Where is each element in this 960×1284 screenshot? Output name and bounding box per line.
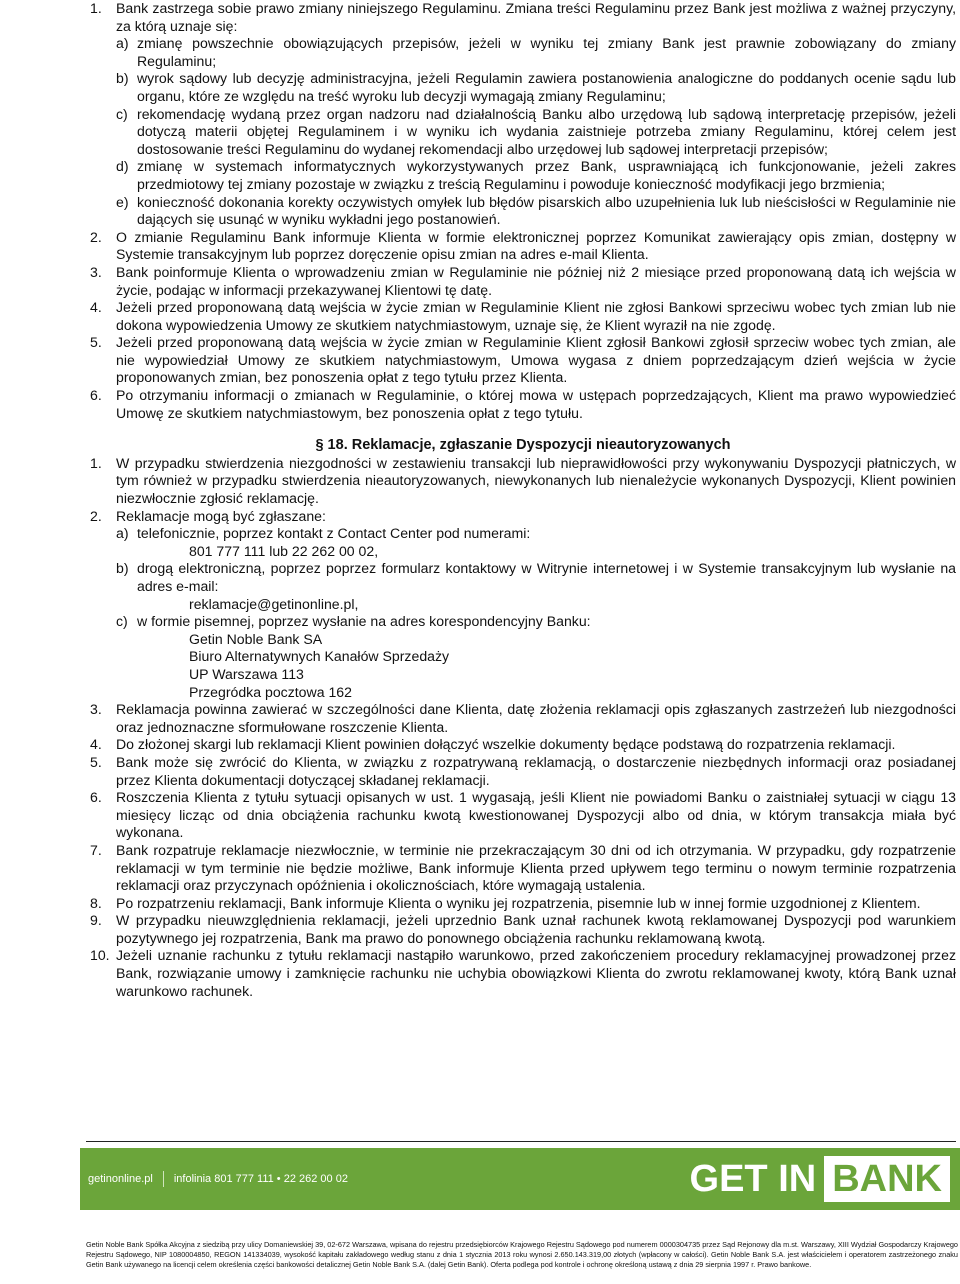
sub-item [116, 194, 956, 229]
item-number: 3. [90, 701, 102, 718]
section-title: § 18. Reklamacje, zgłaszanie Dyspozycji nieautoryzowanych [315, 437, 731, 454]
address-line: Przegródka pocztowa 162 [189, 683, 352, 700]
sub-item-letter: a) [116, 35, 129, 52]
item-text: Bank zastrzega sobie prawo zmiany niniejszego Regulaminu. Zmiana treści Regulaminu przez Bank jest możliwa z ważnej przyczyny, za którą uznaje się: [116, 0, 956, 34]
item-text: O zmianie Regulaminu Bank informuje Klienta w formie elektronicznej poprzez Komunikat zawierający opis zmian, dostępny w Systemie transakcyjnym lub poprzez doręczenie opisu zmian na adres e-mail Klienta. [116, 228, 956, 263]
item-text: Jeżeli uznanie rachunku z tytułu reklamacji nastąpiło warunkowo, przed zakończeniem procedury reklamacyjnej prowadzonej przez Bank, rozwiązanie umowy i zamknięcie rachunku nie uchybia obowiązkowi Klienta do zwrotu reklamowanej kwoty, którą Bank uznał warunkowo rachunek. [116, 947, 956, 999]
list-item [90, 455, 956, 508]
sub-item [116, 613, 956, 701]
address-line: Biuro Alternatywnych Kanałów Sprzedaży [189, 648, 450, 665]
legal-notice: Getin Noble Bank Spółka Akcyjna z siedzibą przy ulicy Domaniewskiej 39, 02-672 Warszawa, wpisana do rejestru przedsiębiorców Krajowego Rejestru Sądowego pod numerem 0000304735 przez Sąd Rejonowy dla m.st. Warszawy, XIII Wydział Gospodarczy Krajowego Rejestru Sądowego, NIP 1080004850, REGON 141334039, wysokość kapitału zakładowego według stanu z dnia 1 stycznia 2013 roku wynosi 2.650.143.319,00 złotych (wpłacony w całości). Getin Noble Bank S.A. jest właścicielem i operatorem zastrzeżonego znaku Getin Bank używanego na licencji celem określenia części bankowości detalicznej Getin Noble Bank S.A. (dalej Getin Bank). Oferta podlega pod kontrole i ochronę określoną ustawą z dnia 29 sierpnia 1997 r. Prawo bankowe. [86, 1240, 958, 1269]
item-number: 5. [90, 753, 102, 770]
item-text: Bank rozpatruje reklamacje niezwłocznie, w terminie nie przekraczającym 30 dni od ich otrzymania. W przypadku, gdy rozpatrzenie reklamacji w tym terminie nie będzie możliwe, Bank informuje Klienta przed upływem tego terminu o nowym terminie rozpatrzenia reklamacji oraz przyczynach opóźnienia i okolicznościach, które wymagają ustalenia. [116, 841, 956, 894]
sub-item-letter: e) [116, 193, 129, 210]
item-text: Reklamacje mogą być zgłaszane: [116, 507, 326, 524]
item-number: 1. [90, 0, 102, 16]
list-item [90, 789, 956, 842]
sub-item-text: konieczność dokonania korekty oczywistych omyłek lub błędów pisarskich albo uzupełnienia luk lub nieścisłości w Regulaminie nie dających się usunąć w wyniku wykładni jego postanowień. [137, 193, 956, 228]
list-item [90, 0, 956, 35]
logo-text-left: GET IN [689, 1157, 817, 1200]
sub-item-text: zmianę powszechnie obowiązujących przepisów, jeżeli w wyniku tej zmiany Bank jest prawnie zobowiązany do zmiany Regulaminu; [137, 35, 956, 69]
footer-website-link[interactable]: getinonline.pl [88, 1173, 153, 1185]
sub-item-letter: c) [116, 613, 128, 630]
footer-bar [80, 1148, 960, 1210]
sub-item-letter: b) [116, 560, 129, 577]
sub-item-text: telefonicznie, poprzez kontakt z Contact Center pod numerami: [137, 525, 531, 542]
address-line: Getin Noble Bank SA [189, 630, 323, 647]
item-text: W przypadku stwierdzenia niezgodności w zestawieniu transakcji lub nieprawidłowości przy wykonywaniu Dyspozycji płatniczych, w tym również w przypadku stwierdzenia nieautoryzowanych, niewykonanych lub nienależycie wykonanych Dyspozycji, Klient powinien niezwłocznie zgłosić reklamację. [116, 454, 956, 507]
item-number: 8. [90, 894, 102, 911]
item-text: Do złożonej skargi lub reklamacji Klient powinien dołączyć wszelkie dokumenty będące podstawą do rozpatrzenia reklamacji. [116, 736, 896, 753]
logo-text-right: BANK [824, 1156, 950, 1202]
item-text: Bank może się zwrócić do Klienta, w związku z rozpatrywaną reklamacją, o dostarczenie niezbędnych informacji oraz posiadanej przez Klienta dokumentacji dotyczącej składanej reklamacji. [116, 753, 956, 788]
item-text: Roszczenia Klienta z tytułu sytuacji opisanych w ust. 1 wygasają, jeśli Klient nie powiadomi Banku o zaistniałej sytuacji w ciągu 13 miesięcy licząc od dnia obciążenia rachunku kwotą kwestionowanej Dyspozycji albo od dnia, w którym transakcja miała być wykonana. [116, 789, 956, 841]
item-number: 1. [90, 454, 102, 471]
item-number: 2. [90, 228, 102, 245]
sub-item [116, 158, 956, 193]
sub-item-letter: c) [116, 105, 128, 122]
list-item [90, 912, 956, 947]
sub-item [116, 560, 956, 613]
footer-divider [86, 1141, 956, 1142]
item-number: 9. [90, 912, 102, 929]
item-text: Jeżeli przed proponowaną datą wejścia w życie zmian w Regulaminie Klient nie zgłosi Bankowi sprzeciwu wobec tych zmian lub nie dokona wypowiedzenia Umowy ze skutkiem natychmiastowym, uznaje się, że Klient wyraził na nie zgodę. [116, 299, 956, 333]
list-item [90, 736, 956, 754]
item-text: Bank poinformuje Klienta o wprowadzeniu zmian w Regulaminie nie później niż 2 miesiące przed proponowaną datą ich wejścia w życie, podając w informacji przekazywanej Klientowi tę datę. [116, 263, 956, 298]
footer-separator [163, 1171, 164, 1187]
list-item [90, 754, 956, 789]
footer-hotline: infolinia 801 777 111 • 22 262 00 02 [173, 1173, 348, 1185]
list-item [90, 895, 956, 913]
item-text: Reklamacja powinna zawierać w szczególności dane Klienta, datę złożenia reklamacji opis zgłaszanych zastrzeżeń lub niezgodności oraz jednoznaczne sformułowane roszczenie Klienta. [116, 701, 956, 735]
sub-item-text: drogą elektroniczną, poprzez poprzez formularz kontaktowy w Witrynie internetowej i w Systemie transakcyjnym lub wysłanie na adres e-mail: [137, 560, 956, 594]
complaint-email: reklamacje@getinonline.pl, [189, 595, 359, 612]
item-number: 6. [90, 387, 102, 404]
sub-item-text: rekomendację wydaną przez organ nadzoru nad działalnością Banku albo urzędową lub sądową interpretację przepisów, jeżeli dotyczą materii objętej Regulaminem i w wyniku ich wydania zaistnieje potrzeba zmiany Regulaminu, której celem jest dostosowanie treści Regulaminu do wydanej rekomendacji albo urzędowej lub sądowej interpretacji przepisów; [137, 105, 956, 157]
sub-item [116, 106, 956, 159]
list-item [90, 229, 956, 264]
document-body [90, 0, 956, 1000]
sub-item-text: w formie pisemnej, poprzez wysłanie na adres korespondencyjny Banku: [137, 613, 591, 630]
item-number: 5. [90, 334, 102, 351]
sub-item [116, 70, 956, 105]
sub-item [116, 35, 956, 70]
sub-item-letter: a) [116, 525, 129, 542]
phone-numbers: 801 777 111 lub 22 262 00 02, [189, 542, 379, 559]
item-number: 2. [90, 507, 102, 524]
sub-item-text: zmianę w systemach informatycznych wykorzystywanych przez Bank, usprawniającą ich funkcjonowanie, jeżeli zakres przedmiotowy tej zmiany pozostaje w związku z treścią Regulaminu i powoduje konieczność modyfikacji jego brzmienia; [137, 158, 956, 192]
list-item [90, 387, 956, 422]
item-number: 7. [90, 841, 102, 858]
item-number: 6. [90, 789, 102, 806]
sub-item-letter: d) [116, 158, 129, 175]
sub-item-letter: b) [116, 70, 129, 87]
list-item [90, 947, 956, 1000]
item-number: 4. [90, 299, 102, 316]
item-number: 10. [90, 947, 110, 964]
address-line: UP Warszawa 113 [189, 665, 304, 682]
item-text: Po rozpatrzeniu reklamacji, Bank informuje Klienta o wyniku jej rozpatrzenia, pisemnie lub w innej formie uzgodnionej z Klientem. [116, 894, 921, 911]
list-item [90, 508, 956, 526]
item-text: Jeżeli przed proponowaną datą wejścia w życie zmian w Regulaminie Klient zgłosił Bankowi zgłosił sprzeciw wobec tych zmian, ale nie wypowiedział Umowy ze skutkiem natychmiastowym, Umowa wygasa z dniem poprzedzającym dzień wejścia w życie proponowanych zmian, bez ponoszenia opłat z tego tytułu przez Klienta. [116, 334, 956, 386]
list-item [90, 334, 956, 387]
sub-item-text: wyrok sądowy lub decyzję administracyjna, jeżeli Regulamin zawiera postanowienia analogiczne do poddanych ocenie sądu lub organu, które ze względu na treść wyroku lub decyzji wymagają zmiany Regulaminu; [137, 70, 956, 104]
item-text: W przypadku nieuwzględnienia reklamacji, jeżeli uprzednio Bank uznał rachunek kwotą reklamowanej Dyspozycji pod warunkiem pozytywnego jej rozpatrzenia, Bank ma prawo do ponownego obciążenia rachunku reklamowaną kwotą. [116, 912, 956, 946]
item-number: 3. [90, 263, 102, 280]
item-number: 4. [90, 736, 102, 753]
list-item [90, 701, 956, 736]
getin-bank-logo [690, 1148, 950, 1210]
item-text: Po otrzymaniu informacji o zmianach w Regulaminie, o której mowa w ustępach poprzedzających, Klient ma prawo wypowiedzieć Umowę ze skutkiem natychmiastowym, bez ponoszenia opłat z tego tytułu. [116, 387, 956, 421]
sub-item [116, 525, 956, 560]
list-item [90, 842, 956, 895]
list-item [90, 299, 956, 334]
list-item [90, 264, 956, 299]
